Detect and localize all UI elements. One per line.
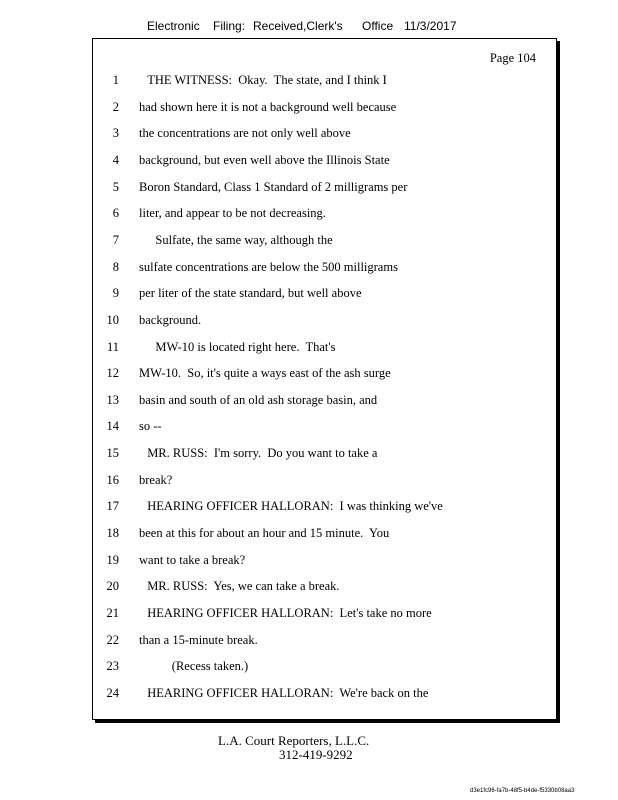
line-text: been at this for about an hour and 15 minute. You	[139, 526, 390, 541]
transcript-line	[93, 366, 533, 384]
transcript-line	[93, 260, 533, 278]
transcript-line	[93, 100, 533, 118]
line-text: want to take a break?	[139, 552, 246, 567]
header-date: 11/3/2017	[404, 19, 457, 33]
line-text: MW-10. So, it's quite a ways east of the ash surge	[139, 366, 391, 381]
line-text: (Recess taken.)	[171, 659, 249, 674]
transcript-line	[93, 633, 533, 651]
line-number: 7	[112, 232, 119, 247]
header-office: Office	[362, 19, 394, 33]
page-number: Page 104	[489, 51, 536, 65]
line-number: 14	[106, 419, 119, 434]
line-number: 20	[106, 579, 119, 594]
line-number: 19	[106, 552, 119, 567]
line-text: MW-10 is located right here. That's	[155, 339, 336, 354]
header-electronic: Electronic	[147, 19, 200, 33]
line-number: 4	[112, 152, 119, 167]
line-text: so --	[139, 419, 162, 434]
transcript-line	[93, 313, 533, 331]
filing-stamp-header	[0, 19, 618, 35]
line-text: Sulfate, the same way, although the	[155, 232, 333, 247]
line-text: HEARING OFFICER HALLORAN: We're back on the	[147, 685, 429, 700]
line-text: liter, and appear to be not decreasing.	[139, 206, 326, 221]
line-number: 9	[112, 286, 119, 301]
transcript-line	[93, 553, 533, 571]
line-text: HEARING OFFICER HALLORAN: I was thinking we've	[147, 499, 443, 514]
line-number: 15	[106, 446, 119, 461]
line-text: had shown here it is not a background well because	[139, 99, 397, 114]
transcript-line	[93, 340, 533, 358]
transcript-line	[93, 233, 533, 251]
line-text: sulfate concentrations are below the 500 milligrams	[139, 259, 398, 274]
transcript-line	[93, 579, 533, 597]
line-text: break?	[139, 472, 173, 487]
line-number: 18	[106, 526, 119, 541]
transcript-line	[93, 419, 533, 437]
line-text: THE WITNESS: Okay. The state, and I think I	[147, 73, 387, 87]
transcript-line	[93, 73, 533, 91]
transcript-line	[93, 686, 533, 704]
line-number: 3	[112, 126, 119, 141]
line-text: HEARING OFFICER HALLORAN: Let's take no more	[147, 606, 432, 620]
line-text: background.	[139, 312, 202, 327]
transcript-line	[93, 473, 533, 491]
transcript-line	[93, 126, 533, 144]
line-number: 22	[106, 632, 119, 647]
line-text: the concentrations are not only well above	[139, 126, 351, 141]
line-text: Boron Standard, Class 1 Standard of 2 milligrams per	[139, 179, 408, 194]
line-text: MR. RUSS: Yes, we can take a break.	[147, 579, 340, 594]
transcript-line	[93, 446, 533, 464]
line-number: 12	[106, 366, 119, 381]
transcript-line	[93, 499, 533, 517]
transcript-line	[93, 659, 533, 677]
footer-phone: 312-419-9292	[279, 747, 353, 762]
line-text: than a 15-minute break.	[139, 632, 258, 647]
line-number: 6	[112, 206, 119, 221]
header-received: Received,Clerk's	[253, 19, 343, 33]
line-number: 21	[106, 606, 119, 620]
line-number: 2	[112, 99, 119, 114]
document-id: d3e1fc96-fa7b-48f5-b4de-f5330b08aa3	[470, 788, 575, 794]
line-text: background, but even well above the Illinois State	[139, 152, 390, 167]
transcript-page	[92, 38, 557, 720]
transcript-line	[93, 206, 533, 224]
transcript-line	[93, 153, 533, 171]
transcript-line	[93, 180, 533, 198]
line-number: 8	[112, 259, 119, 274]
line-number: 1	[112, 73, 119, 87]
transcript-line	[93, 606, 533, 624]
line-number: 10	[106, 312, 119, 327]
line-text: per liter of the state standard, but well above	[139, 286, 362, 301]
line-number: 24	[106, 685, 119, 700]
transcript-line	[93, 526, 533, 544]
line-number: 5	[112, 179, 119, 194]
line-number: 16	[106, 472, 119, 487]
line-number: 11	[106, 339, 119, 354]
transcript-line	[93, 286, 533, 304]
footer-company: L.A. Court Reporters, L.L.C.	[218, 733, 370, 748]
line-number: 17	[106, 499, 119, 514]
line-number: 23	[106, 659, 119, 674]
transcript-line	[93, 393, 533, 411]
header-filing: Filing:	[213, 19, 246, 33]
line-text: basin and south of an old ash storage basin, and	[139, 392, 378, 407]
line-text: MR. RUSS: I'm sorry. Do you want to take a	[147, 446, 378, 461]
line-number: 13	[106, 392, 119, 407]
